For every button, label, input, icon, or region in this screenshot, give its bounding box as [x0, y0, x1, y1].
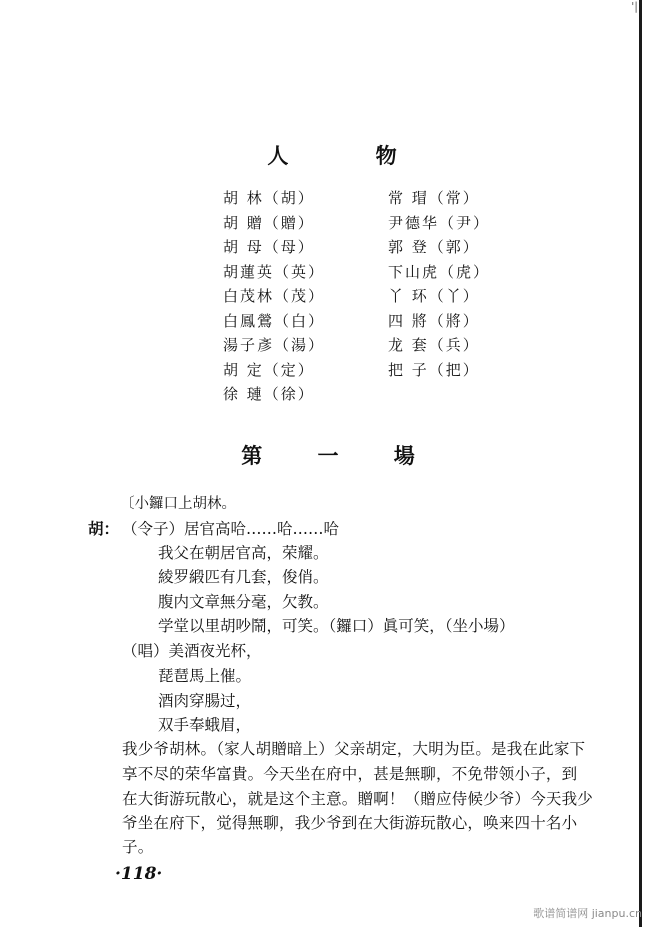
cast-item: 尹德华（尹）	[388, 213, 491, 232]
verse-line: 我父在朝居官高，荣耀。	[158, 544, 329, 562]
prose-line: 子。	[122, 838, 154, 856]
cast-item: 胡 贈（贈）	[223, 213, 315, 232]
cast-item: 郭 登（郭）	[388, 238, 480, 256]
sing-line: （唱）美酒夜光杯，	[122, 642, 262, 660]
cast-item: 白茂林（茂）	[223, 287, 326, 305]
cast-item: 胡 母（母）	[223, 238, 315, 256]
prose-line: 享不尽的荣华富貴。今天坐在府中，甚是無聊，不免带领小子，到	[122, 765, 578, 783]
prose-line: 我少爷胡林。（家人胡贈暗上）父亲胡定，大明为臣。是我在此家下	[122, 740, 586, 758]
cast-item: 徐 璉（徐）	[223, 385, 315, 403]
cast-item: 胡 定（定）	[223, 360, 315, 379]
cast-list-left	[223, 186, 325, 407]
cast-item: 常 瑁（常）	[388, 189, 480, 207]
stage-direction: 〔小鑼口上胡林。	[120, 496, 236, 512]
cast-item: 胡蓮英（英）	[223, 262, 326, 281]
cast-item: 湯子彥（湯）	[223, 336, 326, 354]
cast-list-right	[388, 186, 490, 382]
verse-line: 琵琶馬上催。	[158, 667, 252, 685]
cast-item: 下山虎（虎）	[388, 262, 491, 281]
cast-item: 丫 环（丫）	[388, 287, 480, 305]
prose-line: 爷坐在府下，觉得無聊，我少爷到在大街游玩散心，唤来四十名小	[122, 814, 578, 832]
cast-item: 四 將（將）	[388, 311, 480, 330]
verse-line: 酒肉穿腸过，	[158, 692, 252, 710]
page-number: ·118·	[115, 864, 163, 884]
verse-line: 腹内文章無分毫，欠教。	[158, 593, 329, 611]
watermark: 歌谱简谱网 jianpu.cn	[533, 907, 642, 920]
prose-line: 在大街游玩散心，就是这个主意。贈啊！（贈应侍候少爷）今天我少	[122, 790, 594, 808]
speaker-label: 胡：	[88, 519, 120, 538]
cast-title: 人 物	[267, 143, 437, 168]
corner-mark: '|	[631, 0, 638, 13]
cast-item: 把 子（把）	[388, 360, 480, 379]
cast-item: 胡 林（胡）	[223, 189, 315, 207]
scene-title: 第 一 場	[241, 443, 439, 468]
verse-line: 学堂以里胡吵鬧，可笑。（鑼口）眞可笑，（坐小場）	[158, 617, 515, 635]
cast-item: 龙 套（兵）	[388, 336, 480, 354]
speaker-line: （令子）居官高哈……哈……哈	[122, 520, 340, 538]
verse-line: 双手奉蛾眉，	[158, 716, 252, 734]
verse-line: 綾罗緞匹有几套，俊俏。	[158, 568, 329, 586]
cast-item: 白鳳鶯（白）	[223, 311, 326, 330]
